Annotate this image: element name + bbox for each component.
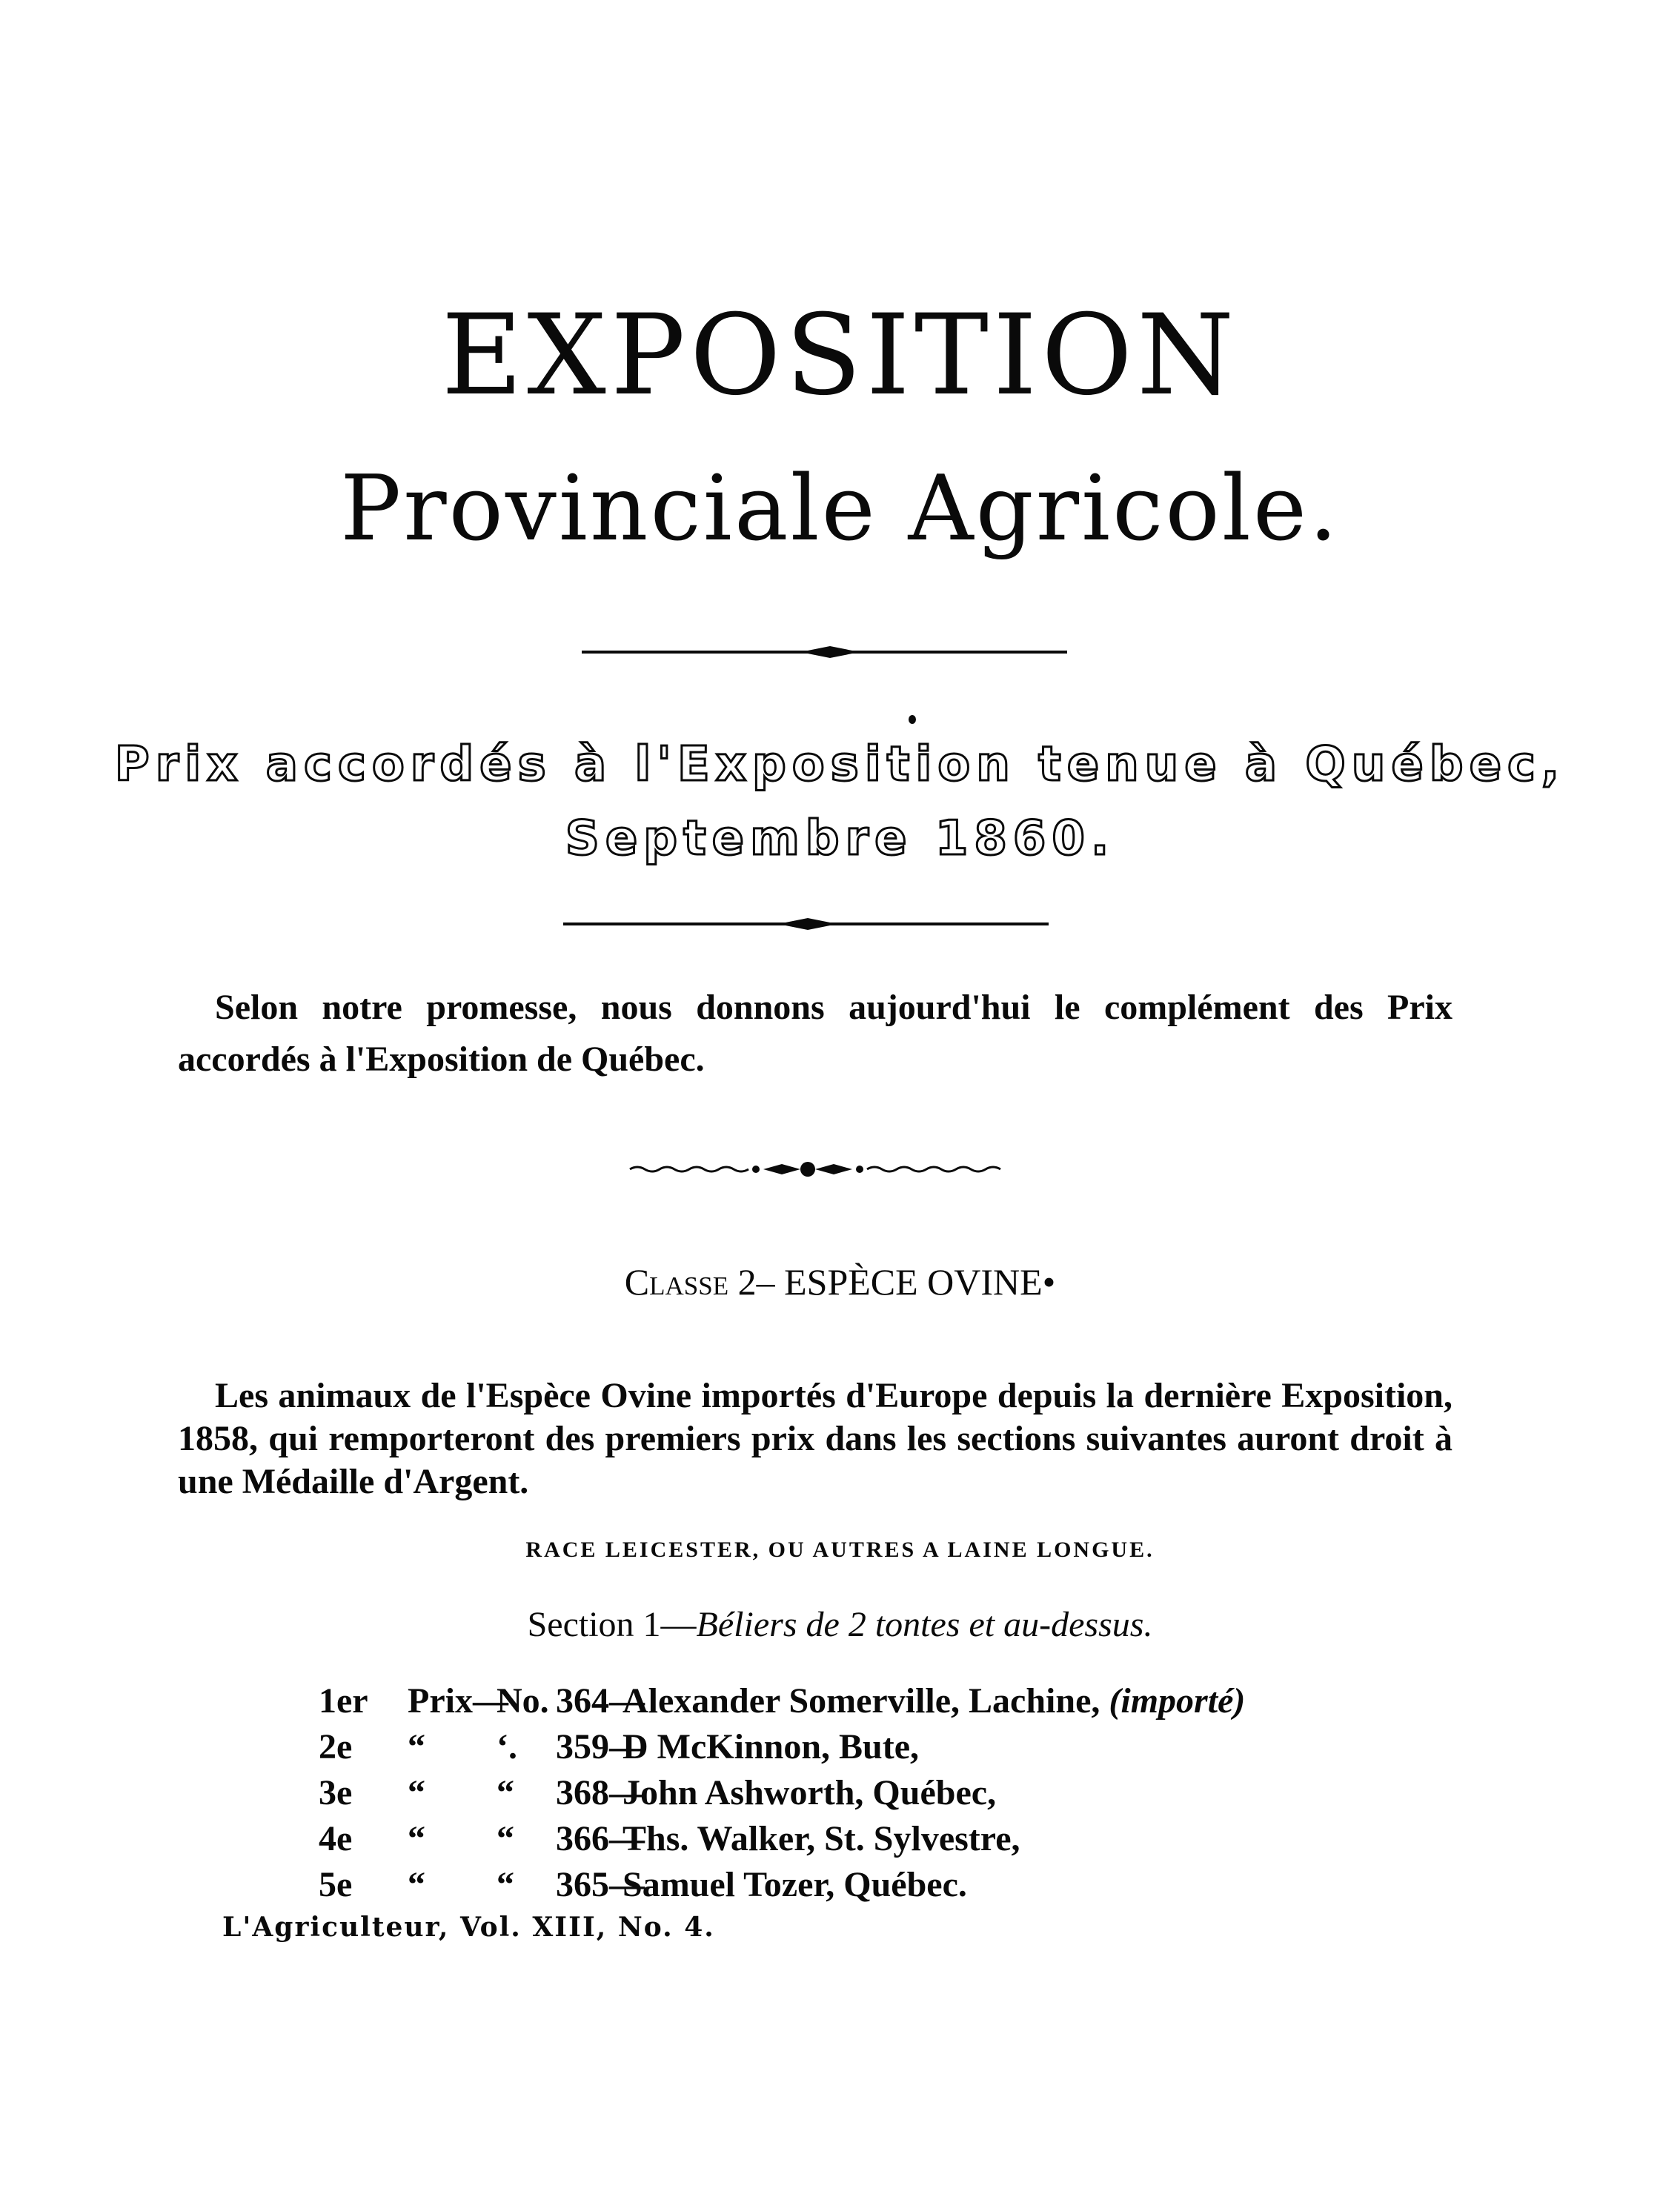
class-name: ESPÈCE OVINE [784, 1261, 1043, 1303]
intro-paragraph: Selon notre promesse, nous donnons aujourd'hui le complément des Prix accordés à l'Exposition de Québec. [178, 988, 1452, 1079]
ditto-mark: “ [408, 1727, 425, 1766]
prize-row [319, 1862, 1245, 1908]
prize-winner-name: Ths. Walker, St. Sylvestre, [622, 1819, 1020, 1858]
prize-list [319, 1678, 1245, 1908]
prize-no-label: No. [497, 1681, 549, 1721]
page-subtitle: Provinciale Agricole. [340, 456, 1340, 561]
prize-row [319, 1770, 1245, 1816]
prize-winner [622, 1678, 1245, 1724]
section-title: Béliers de 2 tontes et au-dessus. [696, 1605, 1153, 1644]
prize-winner-name: John Ashworth, Québec, [622, 1773, 997, 1812]
prize-row [319, 1724, 1245, 1770]
prize-heading-line-2: Septembre 1860. [565, 811, 1115, 866]
ditto-mark: “ [497, 1773, 514, 1812]
section-heading [0, 1604, 1680, 1645]
ditto-mark: ‘. [497, 1727, 517, 1766]
prize-label: Prix— [408, 1681, 508, 1721]
section-label: Section 1— [527, 1605, 697, 1644]
prize-rank: 2e [319, 1727, 353, 1766]
ditto-mark: “ [497, 1865, 514, 1904]
ornamental-rule-2 [0, 913, 1680, 935]
class-number: 2– [737, 1261, 775, 1303]
prize-number: 366— [556, 1819, 645, 1858]
prize-heading-line-1: Prix accordés à l'Exposition tenue à Québec, [114, 737, 1566, 792]
prize-row [319, 1816, 1245, 1862]
prize-winner-name: Alexander Somerville, Lachine, [622, 1681, 1100, 1721]
prize-number: 368— [556, 1773, 645, 1812]
prize-rank: 5e [319, 1865, 353, 1904]
ditto-mark: “ [408, 1773, 425, 1812]
prize-number: 365— [556, 1865, 645, 1904]
class-heading [0, 1261, 1680, 1303]
prize-number: 364— [556, 1681, 645, 1721]
prize-winner-name: D McKinnon, Bute, [622, 1727, 920, 1766]
prize-note: (importé) [1109, 1681, 1246, 1721]
prize-rank: 4e [319, 1819, 353, 1858]
prize-number: 359— [556, 1727, 645, 1766]
stray-dot [909, 715, 916, 724]
class-end-mark: • [1042, 1261, 1056, 1303]
prize-rank: 1er [319, 1681, 368, 1721]
ditto-mark: “ [408, 1865, 425, 1904]
source-footer: L'Agriculteur, Vol. XIII, No. 4. [222, 1912, 715, 1943]
ditto-mark: “ [408, 1819, 425, 1858]
ditto-mark: “ [497, 1819, 514, 1858]
class-label: Classe [624, 1261, 729, 1303]
ornamental-rule-1 [0, 641, 1680, 663]
prize-rank: 3e [319, 1773, 353, 1812]
page-title: EXPOSITION [441, 291, 1239, 420]
prize-winner-name: Samuel Tozer, Québec. [622, 1865, 967, 1904]
race-heading: RACE LEICESTER, OU AUTRES A LAINE LONGUE. [525, 1538, 1155, 1562]
class-paragraph: Les animaux de l'Espèce Ovine importés d'Europe depuis la dernière Exposition, 1858, qui remporteront des premiers prix dans les sections suivantes auront droit à une Médaille d'Argent. [178, 1376, 1452, 1501]
prize-row [319, 1678, 1245, 1724]
ornamental-rule-3 [0, 1157, 1680, 1180]
